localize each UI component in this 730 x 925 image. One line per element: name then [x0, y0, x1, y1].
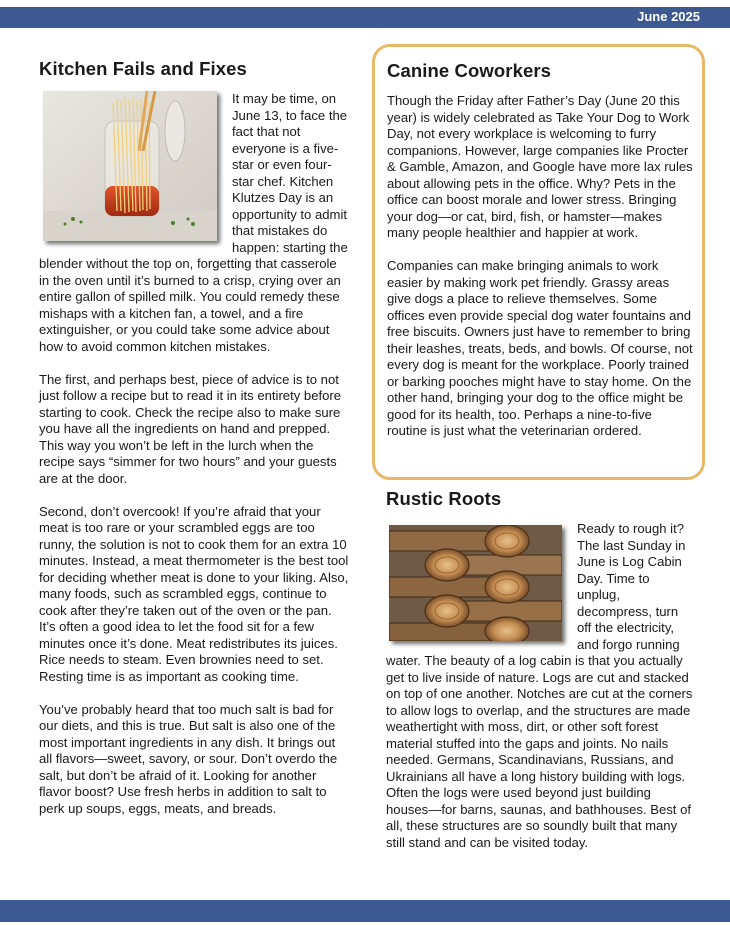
kitchen-paragraph-4: You’ve probably heard that too much salt is bad for our diets, and this is true. But salt is also one of the most important ingredients in any dish. It brings out all flavors—sweet, savory, or sour. Don’t overdo the salt, but don’t be afraid of it. Looking for another flavor boost? Use fresh herbs in addition to salt to perk up soups, eggs, meats, and breads. [39, 701, 338, 816]
kitchen-paragraph-1: It may be time, on June 13, to face the fact that not everyone is a five-star or even four-star chef. Kitchen Klutzes Day is an opportunity to admit that mistakes do happen: starting the blender without the top on, forgetting that casserole in the oven until it’s burned to a crisp, crying over an entire gallon of spilled milk. You could remedy these mishaps with a kitchen fan, a towel, and a fire extinguisher, or you could take some advice about how to avoid common kitchen mistakes. [39, 91, 348, 354]
footer-bar [0, 900, 730, 922]
canine-title: Canine Coworkers [387, 60, 552, 81]
kitchen-paragraph-3: Second, don’t overcook! If you’re afraid that your meat is too rare or your scrambled eggs are too runny, the solution is not to cook them for an extra 10 minutes. Instead, a meat thermometer is the best tool for deciding whether meat is done to your liking. Also, many foods, such as scrambled eggs, continue to cook after they’re taken out of the oven or the pan. It’s often a good idea to let the food sit for a few minutes once it’s done. Meat redistributes its juices. Rice needs to steam. Even brownies need to set. Resting time is as important as cooking time. [39, 503, 349, 684]
canine-paragraph-2: Companies can make bringing animals to work easier by making work pet friendly. Grassy areas give dogs a place to relieve themselves. Some offices even provide special dog water fountains and free biscuits. Owners just have to remember to bring their leashes, treats, beds, and bowls. Of course, not every dog is meant for the workplace. Poorly trained or barking pooches might have to stay home. On the other hand, bringing your dog to the office might be good for its health, too. Perhaps a nine-to-five routine is just what the veterinarian ordered. [387, 258, 693, 438]
rustic-article [386, 488, 696, 868]
header-bar [0, 7, 730, 28]
kitchen-article [39, 58, 350, 834]
spaghetti-jar-image [43, 91, 217, 241]
canine-article [387, 60, 695, 456]
canine-paragraph-1: Though the Friday after Father’s Day (June 20 this year) is widely celebrated as Take Your Dog to Work Day, not every workplace is welcoming to furry companions. However, large companies like Procter & Gamble, Amazon, and Google have more lax rules about allowing pets in the office. Why? Pets in the office can boost morale and lower stress. Bringing your dog—or cat, bird, fish, or hamster—makes many people healthier and happier at work. [387, 93, 693, 240]
rustic-paragraph-1: Ready to rough it? The last Sunday in June is Log Cabin Day. Time to unplug, decompress, turn off the electricity, and forgo running water. The beauty of a log cabin is that you actually get to live inside of nature. Logs are cut and stacked on top of one another. Notches are cut at the corners to allow logs to overlap, and the structures are made weathertight with moss, dirt, or other soft forest material stuffed into the gaps and joints. No nails needed. Germans, Scandinavians, Russians, and Ukrainians all have a long history building with logs. Often the logs were used beyond just building houses—for barns, saunas, and bathhouses. Best of all, these structures are so soundly built that many still stand and can be visited today. [386, 521, 693, 850]
kitchen-title: Kitchen Fails and Fixes [39, 58, 247, 79]
issue-date: June 2025 [637, 9, 700, 24]
log-cabin-image [389, 525, 562, 641]
kitchen-paragraph-2: The first, and perhaps best, piece of advice is to not just follow a recipe but to read it in its entirety before starting to cook. Check the recipe also to make sure you have all the ingredients on hand and prepped. This way you won’t be left in the lurch when the recipe says “simmer for two hours” and your guests are at the door. [39, 371, 342, 486]
rustic-title: Rustic Roots [386, 488, 502, 509]
